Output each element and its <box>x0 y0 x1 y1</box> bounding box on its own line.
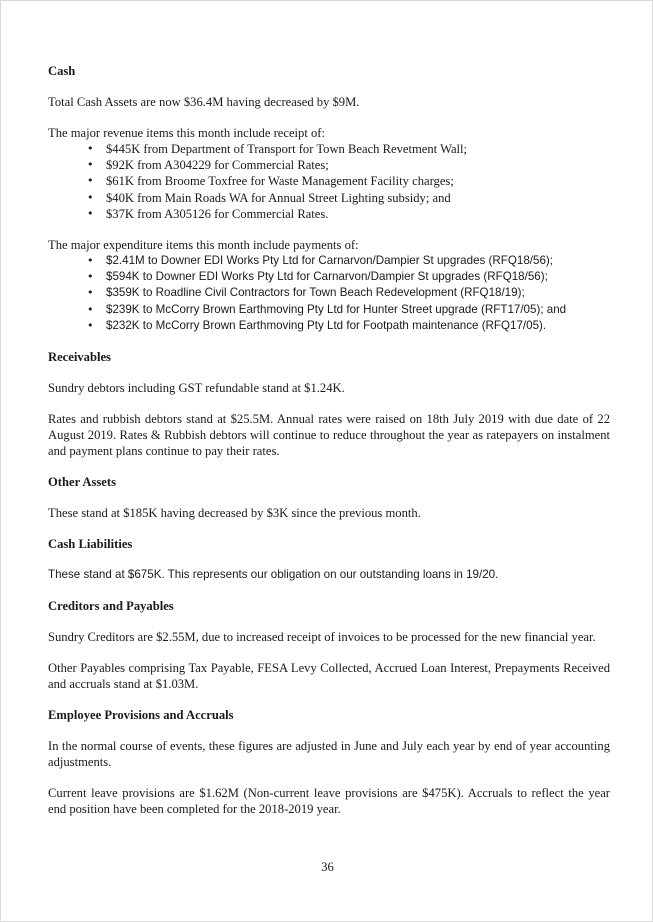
creditors-paragraph-1: Sundry Creditors are $2.55M, due to increased receipt of invoices to be processed for the new financial year. <box>48 630 596 645</box>
revenue-list <box>48 141 610 222</box>
list-item: • $232K to McCorry Brown Earthmoving Pty Ltd for Footpath maintenance (RFQ17/05). <box>106 318 610 334</box>
revenue-intro: The major revenue items this month include receipt of: <box>48 126 325 140</box>
other-assets-paragraph: These stand at $185K having decreased by $3K since the previous month. <box>48 506 421 521</box>
list-item: • $40K from Main Roads WA for Annual Street Lighting subsidy; and <box>106 190 610 206</box>
receivables-paragraph-2: Rates and rubbish debtors stand at $25.5M. Annual rates were raised on 18th July 2019 with due date of 22 August 2019. Rates & Rubbish debtors will continue to reduce throughout the year as ratepayers on instalment and payment plans continue to pay their rates. <box>48 412 610 459</box>
creditors-paragraph-2: Other Payables comprising Tax Payable, FESA Levy Collected, Accrued Loan Interest, Prepayments Received and accruals stand at $1.03M. <box>48 661 610 692</box>
receivables-heading: Receivables <box>48 350 111 365</box>
cash-liabilities-paragraph: These stand at $675K. This represents our obligation on our outstanding loans in 19/20. <box>48 568 499 582</box>
list-item: • $61K from Broome Toxfree for Waste Management Facility charges; <box>106 173 610 189</box>
list-item: • $359K to Roadline Civil Contractors for Town Beach Redevelopment (RFQ18/19); <box>106 285 610 301</box>
receivables-section <box>48 349 610 459</box>
receivables-paragraph-1: Sundry debtors including GST refundable stand at $1.24K. <box>48 381 345 396</box>
employee-paragraph-1: In the normal course of events, these figures are adjusted in June and July each year by end of year accounting adjustments. <box>48 739 610 770</box>
cash-liabilities-heading: Cash Liabilities <box>48 537 133 552</box>
cash-heading: Cash <box>48 64 76 78</box>
employee-heading: Employee Provisions and Accruals <box>48 708 234 723</box>
list-item: • $92K from A304229 for Commercial Rates; <box>106 157 610 173</box>
creditors-section <box>48 598 610 692</box>
list-item: • $594K to Downer EDI Works Pty Ltd for Carnarvon/Dampier St upgrades (RFQ18/56); <box>106 269 610 285</box>
list-item: • $37K from A305126 for Commercial Rates. <box>106 206 610 222</box>
page-content <box>48 63 610 832</box>
creditors-heading: Creditors and Payables <box>48 599 174 614</box>
cash-section <box>48 63 610 334</box>
employee-paragraph-2: Current leave provisions are $1.62M (Non-current leave provisions are $475K). Accruals to reflect the year end position have been completed for the 2018-2019 year. <box>48 786 610 817</box>
list-item: • $239K to McCorry Brown Earthmoving Pty Ltd for Hunter Street upgrade (RFT17/05); and <box>106 302 610 318</box>
page-number: 36 <box>321 860 334 874</box>
list-item: • $2.41M to Downer EDI Works Pty Ltd for Carnarvon/Dampier St upgrades (RFQ18/56); <box>106 253 610 269</box>
expenditure-intro: The major expenditure items this month include payments of: <box>48 238 359 253</box>
cash-liabilities-section <box>48 536 610 583</box>
list-item: • $445K from Department of Transport for Town Beach Revetment Wall; <box>106 141 610 157</box>
employee-section <box>48 707 610 817</box>
other-assets-section <box>48 474 610 521</box>
cash-total-paragraph: Total Cash Assets are now $36.4M having decreased by $9M. <box>48 95 360 109</box>
expenditure-list <box>48 253 610 334</box>
other-assets-heading: Other Assets <box>48 475 116 490</box>
